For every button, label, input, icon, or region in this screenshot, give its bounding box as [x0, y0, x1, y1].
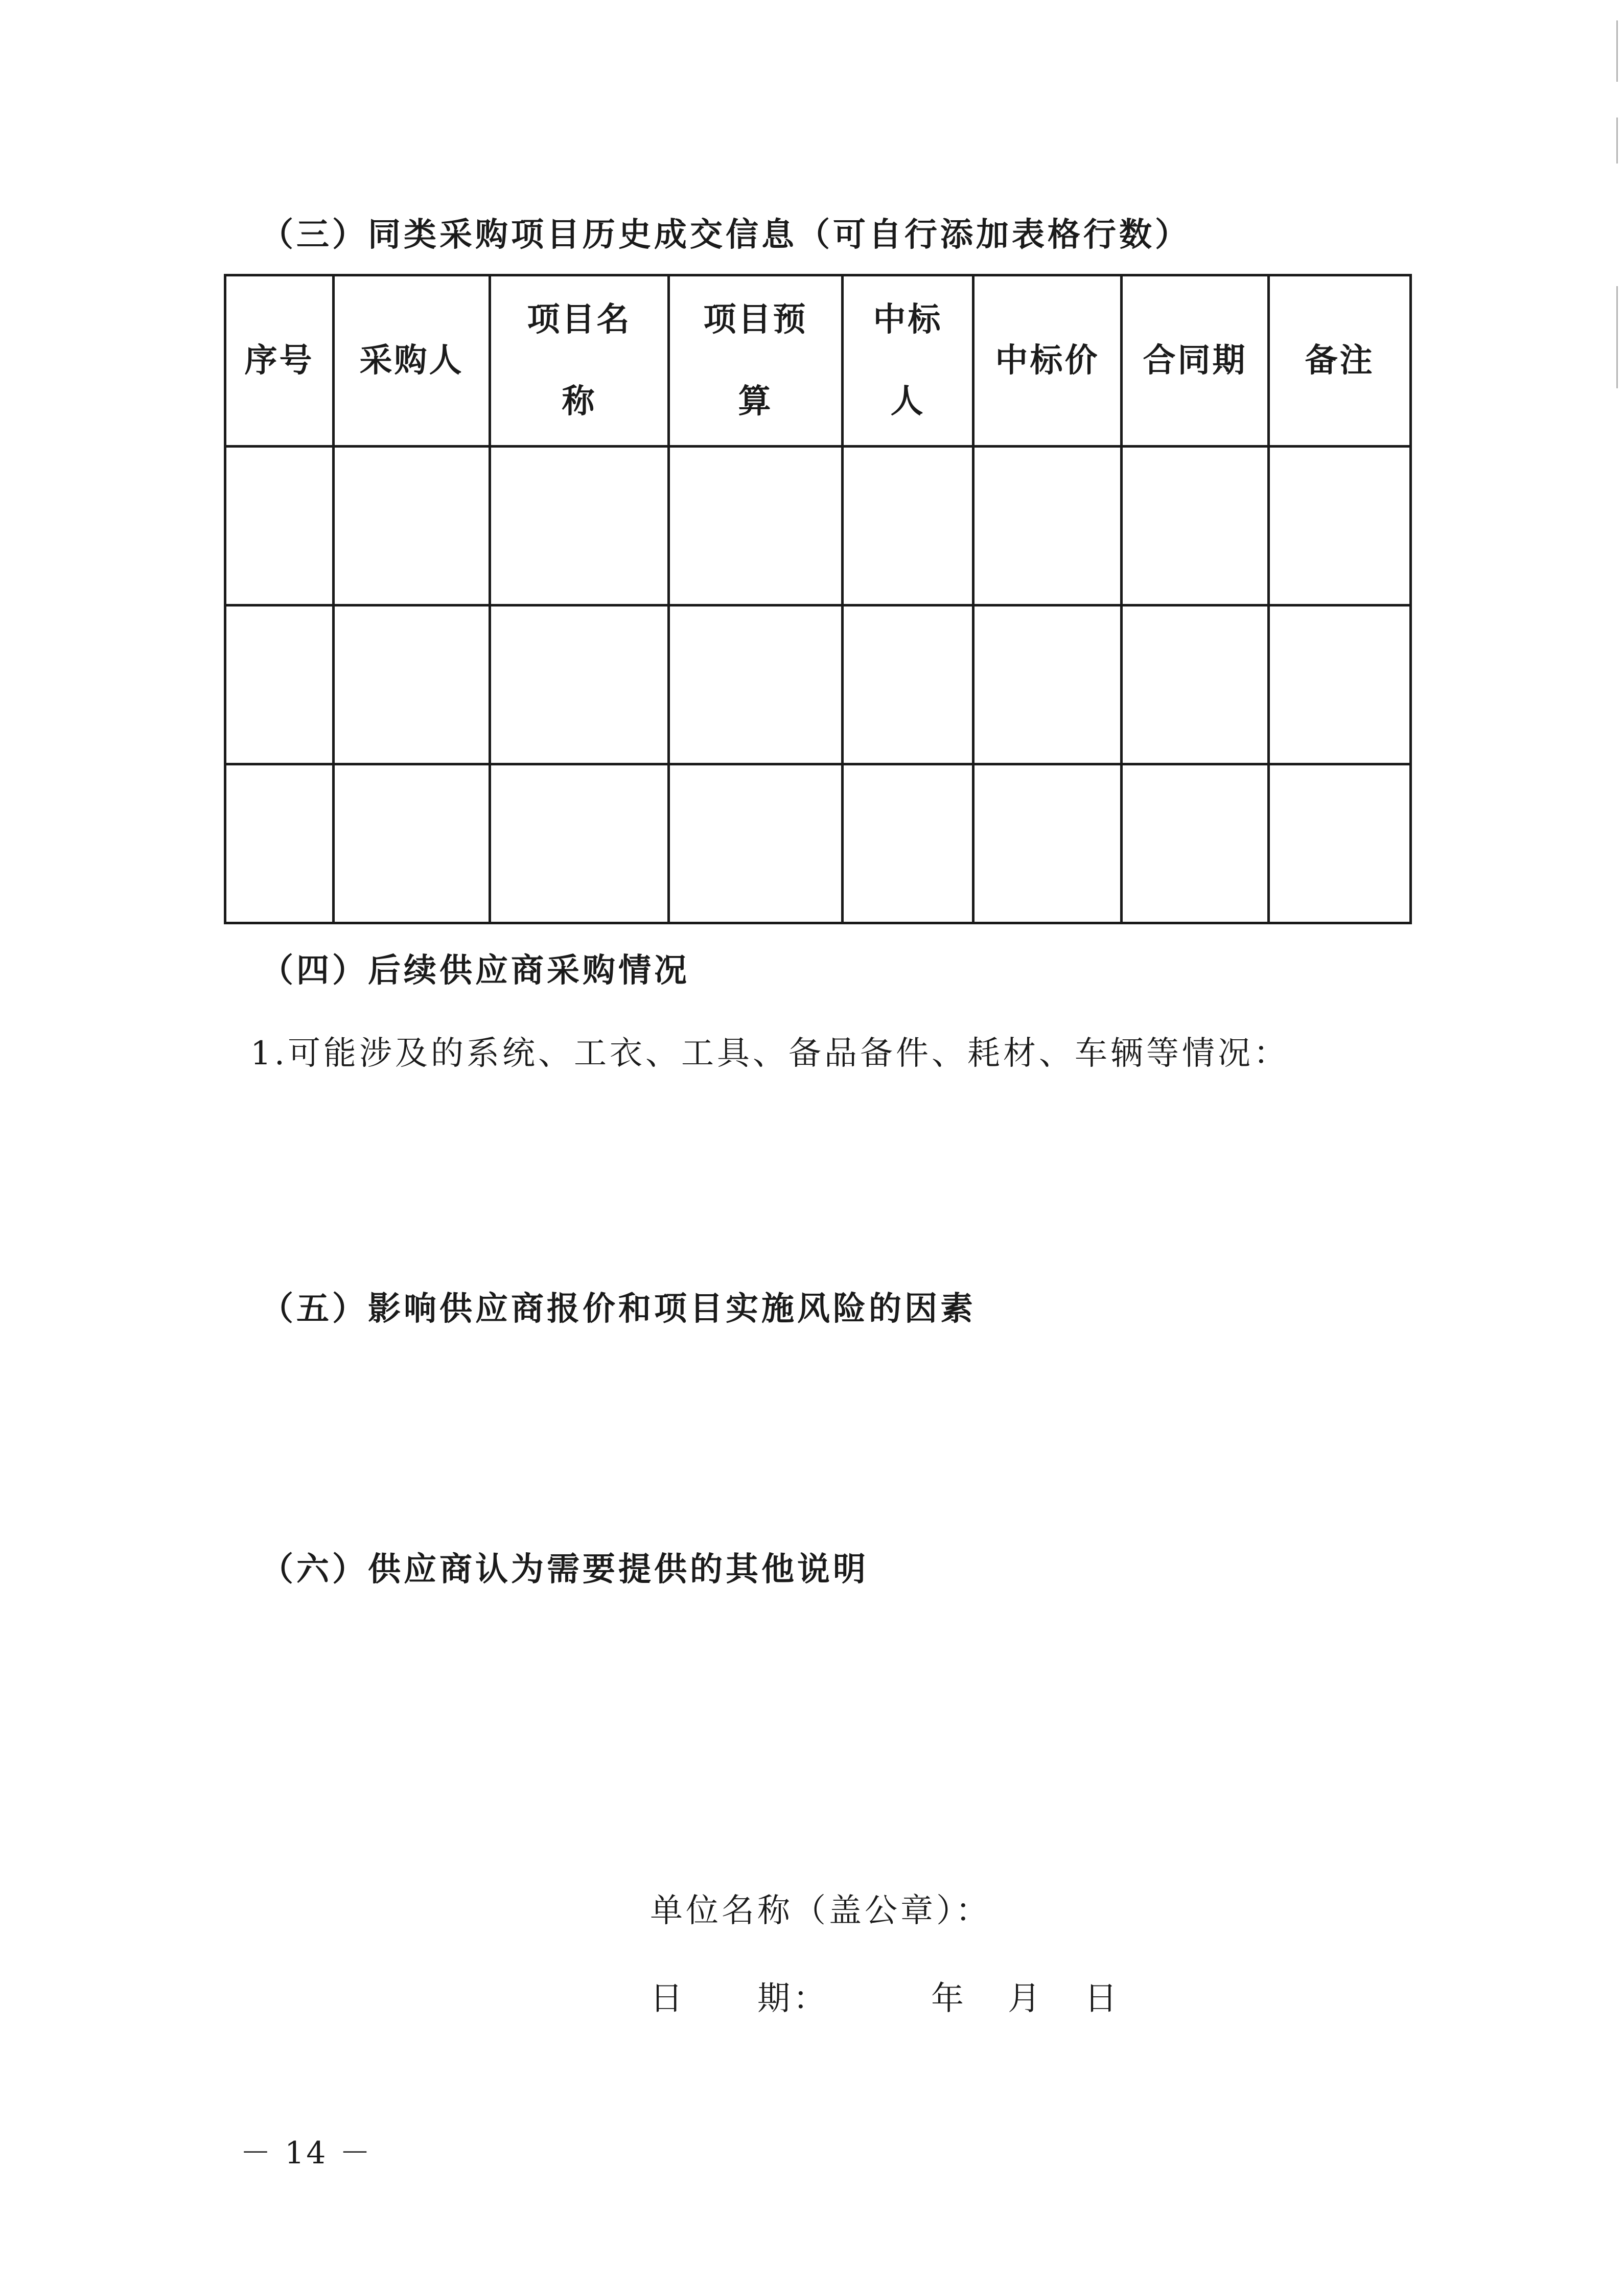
date-label: 日 期：: [650, 1980, 829, 2018]
table-cell[interactable]: [490, 447, 669, 605]
table-cell[interactable]: [1122, 447, 1269, 605]
table-cell[interactable]: [973, 764, 1122, 923]
table-cell[interactable]: [1122, 764, 1269, 923]
table-cell[interactable]: [843, 447, 973, 605]
date-year-label: 年: [931, 1980, 967, 2018]
header-remarks: 备注: [1269, 275, 1411, 447]
table-cell[interactable]: [669, 764, 843, 923]
header-contract-period: 合同期: [1122, 275, 1269, 447]
page-number: － 14 －: [240, 2135, 373, 2171]
section-5-title: （五）影响供应商报价和项目实施风险的因素: [261, 1290, 976, 1328]
section-4-item-1: 1.可能涉及的系统、工衣、工具、备品备件、耗材、车辆等情况：: [250, 1035, 1290, 1072]
table-cell[interactable]: [1269, 605, 1411, 764]
unit-name-label: 单位名称（盖公章）：: [650, 1892, 991, 1930]
table-row: [225, 447, 1411, 605]
date-day-label: 日: [1084, 1980, 1120, 2018]
table-cell[interactable]: [225, 764, 334, 923]
scan-margin-mark: [1616, 20, 1618, 82]
header-winning-bidder: 中标 人: [843, 275, 973, 447]
scan-margin-mark: [1616, 118, 1618, 164]
table-cell[interactable]: [334, 447, 490, 605]
table-cell[interactable]: [225, 605, 334, 764]
date-line: [650, 1972, 1120, 2019]
table-cell[interactable]: [973, 447, 1122, 605]
table-cell[interactable]: [843, 764, 973, 923]
table-cell[interactable]: [334, 605, 490, 764]
scan-margin-mark: [1616, 286, 1618, 388]
section-6-title: （六）供应商认为需要提供的其他说明: [261, 1550, 869, 1589]
header-project-name: 项目名 称: [490, 275, 669, 447]
header-winning-price: 中标价: [973, 275, 1122, 447]
table-cell[interactable]: [669, 447, 843, 605]
section-4-title: （四）后续供应商采购情况: [261, 951, 690, 990]
table-cell[interactable]: [334, 764, 490, 923]
table-cell[interactable]: [490, 605, 669, 764]
date-month-label: 月: [1008, 1980, 1043, 2018]
table-cell[interactable]: [1269, 764, 1411, 923]
table-cell[interactable]: [1122, 605, 1269, 764]
header-serial: 序号: [225, 275, 334, 447]
header-purchaser: 采购人: [334, 275, 490, 447]
table-header-row: [225, 275, 1411, 447]
table-row: [225, 605, 1411, 764]
table-cell[interactable]: [973, 605, 1122, 764]
table-cell[interactable]: [225, 447, 334, 605]
table-row: [225, 764, 1411, 923]
table-cell[interactable]: [1269, 447, 1411, 605]
section-3-title: （三）同类采购项目历史成交信息（可自行添加表格行数）: [261, 216, 1191, 254]
table-cell[interactable]: [843, 605, 973, 764]
table-cell[interactable]: [490, 764, 669, 923]
header-project-budget: 项目预 算: [669, 275, 843, 447]
table-cell[interactable]: [669, 605, 843, 764]
history-transaction-table: [224, 274, 1412, 924]
